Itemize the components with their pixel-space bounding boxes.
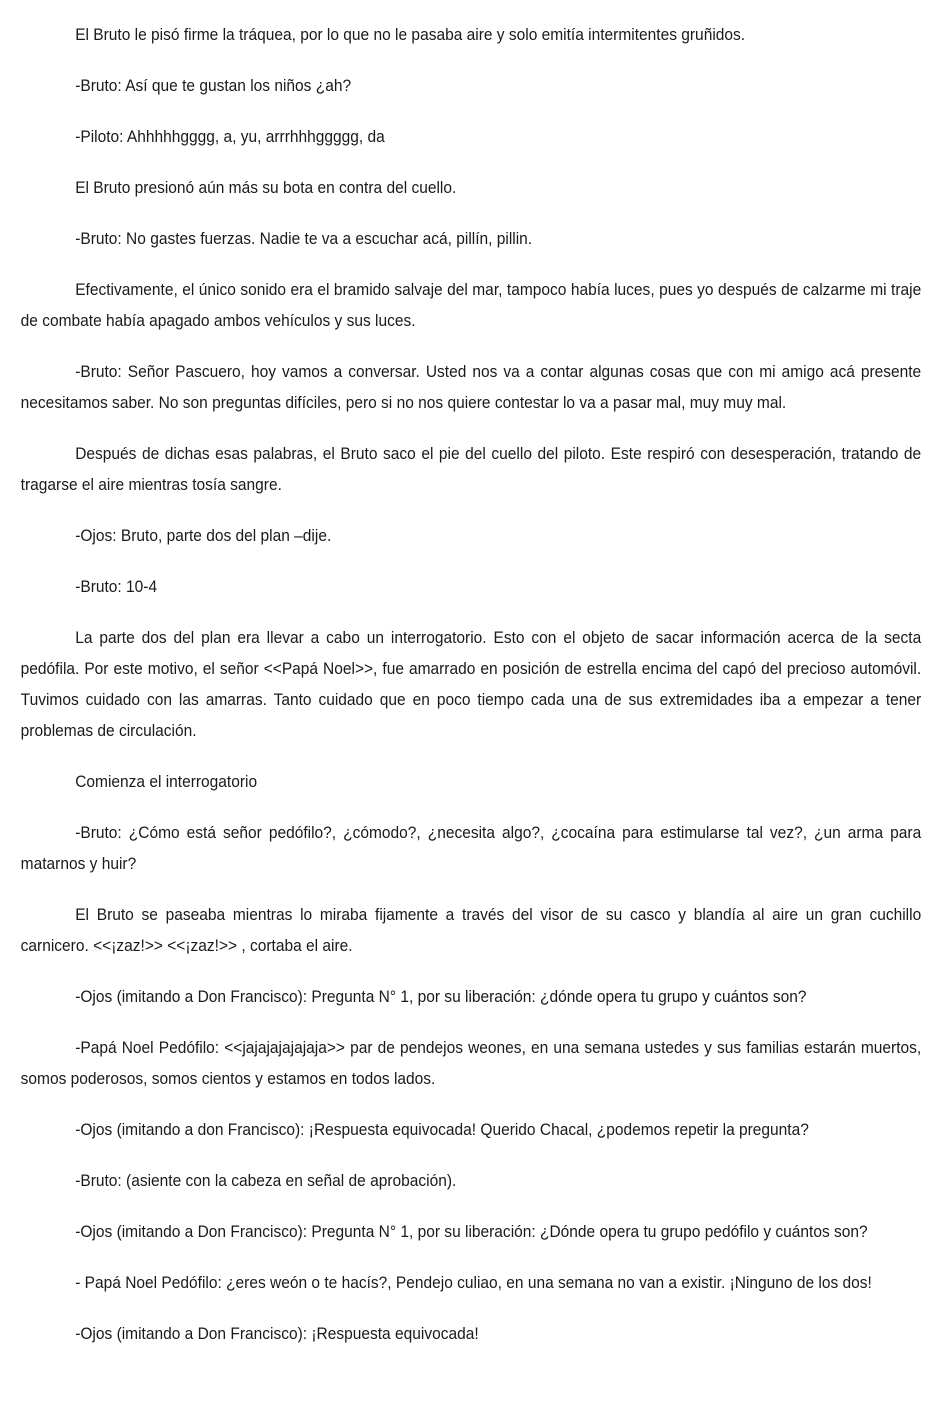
paragraph: -Ojos (imitando a don Francisco): ¡Respuesta equivocada! Querido Chacal, ¿podemos repetir la pregunta? — [75, 1121, 809, 1139]
paragraph: -Bruto: (asiente con la cabeza en señal de aprobación). — [75, 1172, 457, 1190]
paragraph: - Papá Noel Pedófilo: ¿eres weón o te hacís?, Pendejo culiao, en una semana no van a existir. ¡Ninguno de los dos! — [75, 1274, 872, 1292]
paragraph: -Bruto: ¿Cómo está señor pedófilo?, ¿cómodo?, ¿necesita algo?, ¿cocaína para estimularse tal vez?, ¿un arma para matarnos y huir? — [20, 824, 922, 873]
paragraph: -Ojos (imitando a Don Francisco): Pregunta N° 1, por su liberación: ¿Dónde opera tu grupo pedófilo y cuántos son? — [75, 1223, 868, 1241]
paragraph: El Bruto presionó aún más su bota en contra del cuello. — [75, 179, 457, 197]
paragraph: Efectivamente, el único sonido era el bramido salvaje del mar, tampoco había luces, pues yo después de calzarme mi traje de combate había apagado ambos vehículos y sus luces. — [20, 281, 922, 330]
paragraph: -Ojos: Bruto, parte dos del plan –dije. — [75, 527, 332, 545]
paragraph: -Bruto: Señor Pascuero, hoy vamos a conversar. Usted nos va a contar algunas cosas que con mi amigo acá presente necesitamos saber. No son preguntas difíciles, pero si no nos quiere contestar lo va a pasar mal, muy muy mal. — [20, 363, 922, 412]
paragraph: Después de dichas esas palabras, el Bruto saco el pie del cuello del piloto. Este respiró con desesperación, tratando de tragarse el aire mientras tosía sangre. — [20, 445, 922, 494]
paragraph: La parte dos del plan era llevar a cabo un interrogatorio. Esto con el objeto de sacar información acerca de la secta pedófila. Por este motivo, el señor <<Papá Noel>>, fue amarrado en posición de estrella encima del capó del precioso automóvil. Tuvimos cuidado con las amarras. Tanto cuidado que en poco tiempo cada una de sus extremidades iba a empezar a tener problemas de circulación. — [20, 629, 922, 740]
paragraph: El Bruto se paseaba mientras lo miraba fijamente a través del visor de su casco y blandía al aire un gran cuchillo carnicero. <<¡zaz!>> <<¡zaz!>> , cortaba el aire. — [20, 906, 922, 955]
paragraph: -Piloto: Ahhhhhgggg, a, yu, arrrhhhggggg, da — [75, 128, 385, 146]
section-heading: Comienza el interrogatorio — [75, 773, 258, 791]
paragraph: -Papá Noel Pedófilo: <<jajajajajajaja>> par de pendejos weones, en una semana ustedes y sus familias estarán muertos, somos poderosos, somos cientos y estamos en todos lados. — [20, 1039, 922, 1088]
paragraph: El Bruto le pisó firme la tráquea, por lo que no le pasaba aire y solo emitía intermitentes gruñidos. — [75, 26, 746, 44]
paragraph: -Bruto: No gastes fuerzas. Nadie te va a escuchar acá, pillín, pillin. — [75, 230, 533, 248]
paragraph: -Bruto: Así que te gustan los niños ¿ah? — [75, 77, 352, 95]
paragraph: -Ojos (imitando a Don Francisco): ¡Respuesta equivocada! — [75, 1325, 479, 1343]
paragraph: -Bruto: 10-4 — [75, 578, 158, 596]
paragraph: -Ojos (imitando a Don Francisco): Pregunta N° 1, por su liberación: ¿dónde opera tu grupo y cuántos son? — [75, 988, 807, 1006]
